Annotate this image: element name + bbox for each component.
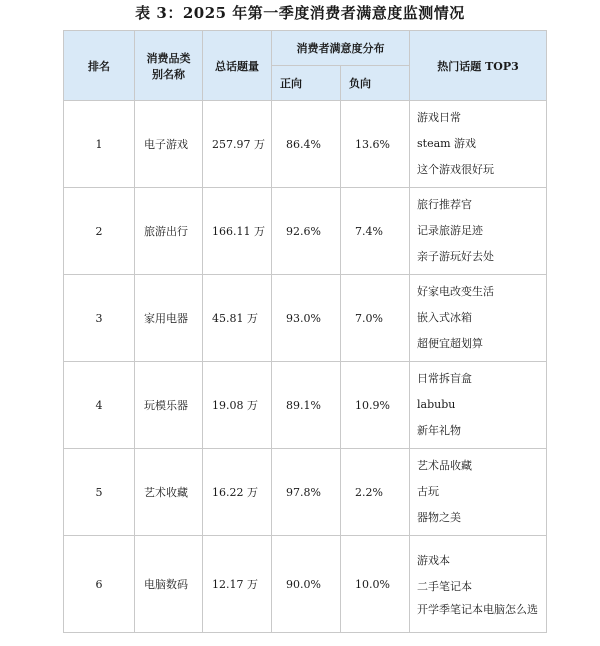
table-row xyxy=(64,449,547,536)
negative-cell: 7.0% xyxy=(341,275,410,362)
hot-topics-cell xyxy=(410,275,547,362)
hot-topic-item: 游戏本 xyxy=(417,554,450,567)
total-topics-cell: 19.08 万 xyxy=(203,362,272,449)
table-body xyxy=(64,101,547,633)
positive-cell: 90.0% xyxy=(272,536,341,633)
category-cell: 电脑数码 xyxy=(135,536,203,633)
hot-topics-cell xyxy=(410,449,547,536)
header-total-topics: 总话题量 xyxy=(203,31,272,101)
hot-topics-cell xyxy=(410,188,547,275)
satisfaction-table xyxy=(63,30,547,633)
positive-cell: 97.8% xyxy=(272,449,341,536)
hot-topic-item: 这个游戏很好玩 xyxy=(417,163,494,176)
category-cell: 电子游戏 xyxy=(135,101,203,188)
table-title: 表 3：2025 年第一季度消费者满意度监测情况 xyxy=(135,4,465,22)
hot-topic-item: 超便宜超划算 xyxy=(417,337,483,350)
negative-cell: 2.2% xyxy=(341,449,410,536)
total-topics-cell: 166.11 万 xyxy=(203,188,272,275)
table-row xyxy=(64,188,547,275)
header-category-line2: 别名称 xyxy=(152,67,185,81)
total-topics-cell: 257.97 万 xyxy=(203,101,272,188)
rank-cell: 1 xyxy=(64,101,135,188)
hot-topic-item: 旅行推荐官 xyxy=(417,198,472,211)
header-rank: 排名 xyxy=(64,31,135,101)
table-row xyxy=(64,275,547,362)
total-topics-cell: 45.81 万 xyxy=(203,275,272,362)
rank-cell: 3 xyxy=(64,275,135,362)
negative-cell: 10.0% xyxy=(341,536,410,633)
header-negative: 负向 xyxy=(341,66,410,101)
header-positive: 正向 xyxy=(272,66,341,101)
table-row xyxy=(64,362,547,449)
hot-topic-item: 亲子游玩好去处 xyxy=(417,250,494,263)
rank-cell: 6 xyxy=(64,536,135,633)
hot-topics-cell xyxy=(410,101,547,188)
rank-cell: 4 xyxy=(64,362,135,449)
negative-cell: 10.9% xyxy=(341,362,410,449)
hot-topic-item: 艺术品收藏 xyxy=(417,459,472,472)
category-cell: 家用电器 xyxy=(135,275,203,362)
category-cell: 旅游出行 xyxy=(135,188,203,275)
hot-topic-item: 游戏日常 xyxy=(417,111,461,124)
hot-topic-item: 好家电改变生活 xyxy=(417,285,494,298)
negative-cell: 7.4% xyxy=(341,188,410,275)
hot-topics-cell xyxy=(410,536,547,633)
positive-cell: 86.4% xyxy=(272,101,341,188)
negative-cell: 13.6% xyxy=(341,101,410,188)
hot-topic-item: 器物之美 xyxy=(417,511,461,524)
rank-cell: 5 xyxy=(64,449,135,536)
category-cell: 玩模乐器 xyxy=(135,362,203,449)
header-category-line1: 消费品类 xyxy=(146,51,191,65)
hot-topics-cell xyxy=(410,362,547,449)
positive-cell: 89.1% xyxy=(272,362,341,449)
total-topics-cell: 12.17 万 xyxy=(203,536,272,633)
table-row xyxy=(64,536,547,633)
hot-topic-item: 新年礼物 xyxy=(417,424,461,437)
header-satisfaction: 消费者满意度分布 xyxy=(272,31,410,66)
hot-topic-item: 二手笔记本 xyxy=(417,580,472,593)
hot-topic-item: 日常拆盲盒 xyxy=(417,372,472,385)
header-hot-topics: 热门话题 TOP3 xyxy=(410,31,547,101)
hot-topic-item: labubu xyxy=(417,398,456,411)
positive-cell: 93.0% xyxy=(272,275,341,362)
category-cell: 艺术收藏 xyxy=(135,449,203,536)
total-topics-cell: 16.22 万 xyxy=(203,449,272,536)
rank-cell: 2 xyxy=(64,188,135,275)
hot-topic-item: 嵌入式冰箱 xyxy=(417,311,472,324)
table-row xyxy=(64,101,547,188)
positive-cell: 92.6% xyxy=(272,188,341,275)
header-category xyxy=(135,31,203,101)
hot-topic-item: 开学季笔记本电脑怎么选 xyxy=(417,603,538,616)
hot-topic-item: steam 游戏 xyxy=(417,137,477,150)
hot-topic-item: 古玩 xyxy=(417,485,439,498)
hot-topic-item: 记录旅游足迹 xyxy=(417,224,483,237)
